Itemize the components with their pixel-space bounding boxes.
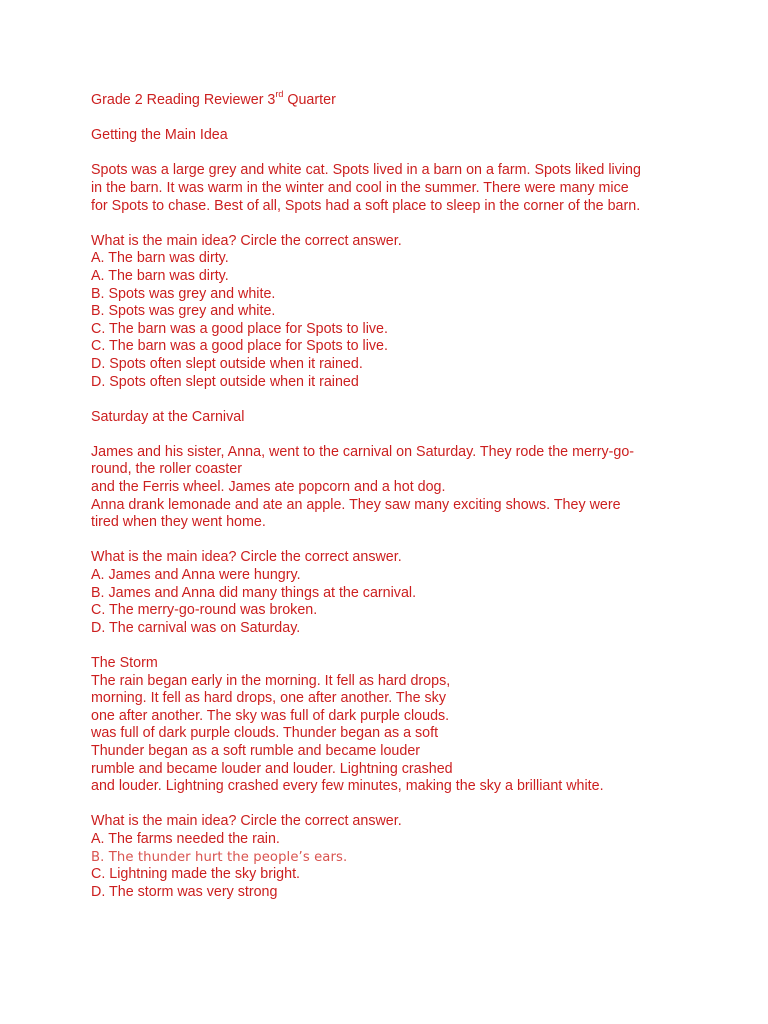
section3-paragraph-line: The rain began early in the morning. It fell as hard drops, bbox=[91, 672, 451, 689]
answer-option: D. Spots often slept outside when it rained. bbox=[91, 355, 363, 372]
title-suffix: Quarter bbox=[283, 92, 336, 108]
section2-paragraph-line: Anna drank lemonade and ate an apple. They saw many exciting shows. They were bbox=[91, 496, 621, 513]
answer-option: B. James and Anna did many things at the carnival. bbox=[91, 584, 417, 601]
section1-paragraph-line: Spots was a large grey and white cat. Spots lived in a barn on a farm. Spots liked living bbox=[91, 162, 641, 179]
answer-option: A. The barn was dirty. bbox=[91, 250, 229, 267]
section3-paragraph bbox=[91, 673, 731, 796]
section2-paragraph-line: round, the roller coaster bbox=[91, 461, 242, 478]
section3-paragraph-line: and louder. Lightning crashed every few minutes, making the sky a brilliant white. bbox=[91, 778, 604, 795]
section3-heading: The Storm bbox=[91, 655, 158, 671]
answer-option: C. Lightning made the sky bright. bbox=[91, 866, 301, 883]
answer-option: C. The barn was a good place for Spots to live. bbox=[91, 338, 388, 355]
document-page bbox=[91, 89, 731, 901]
answer-option: B. The thunder hurt the people’s ears. bbox=[91, 849, 348, 865]
answer-option: C. The merry-go-round was broken. bbox=[91, 602, 318, 619]
answer-option: A. James and Anna were hungry. bbox=[91, 567, 301, 584]
answer-option: B. Spots was grey and white. bbox=[91, 303, 276, 320]
answer-option: D. Spots often slept outside when it rained bbox=[91, 373, 359, 390]
section1-paragraph-line: in the barn. It was warm in the winter and cool in the summer. There were many mice bbox=[91, 179, 629, 196]
section3-paragraph-line: Thunder began as a soft rumble and became louder bbox=[91, 742, 421, 759]
section2-paragraph-line: James and his sister, Anna, went to the carnival on Saturday. They rode the merry-go- bbox=[91, 443, 635, 460]
answer-option: D. The storm was very strong bbox=[91, 883, 278, 900]
section1-paragraph bbox=[91, 162, 731, 215]
section3-paragraph-line: one after another. The sky was full of dark purple clouds. bbox=[91, 707, 450, 724]
answer-option: A. The farms needed the rain. bbox=[91, 830, 280, 847]
section2-paragraph-line: and the Ferris wheel. James ate popcorn and a hot dog. bbox=[91, 479, 446, 496]
title-superscript: rd bbox=[275, 89, 284, 100]
title-text: Grade 2 Reading Reviewer 3 bbox=[91, 92, 276, 108]
answer-option: B. Spots was grey and white. bbox=[91, 285, 276, 302]
section2-heading: Saturday at the Carnival bbox=[91, 408, 245, 425]
section1-paragraph-line: for Spots to chase. Best of all, Spots had a soft place to sleep in the corner of the barn. bbox=[91, 197, 641, 214]
section2-question: What is the main idea? Circle the correct answer. bbox=[91, 549, 402, 566]
answer-option: D. The carnival was on Saturday. bbox=[91, 619, 301, 636]
section1-question: What is the main idea? Circle the correct answer. bbox=[91, 232, 402, 249]
section1-options bbox=[91, 250, 731, 391]
section1-heading: Getting the Main Idea bbox=[91, 127, 228, 144]
section3-question: What is the main idea? Circle the correct answer. bbox=[91, 813, 402, 830]
section2-paragraph bbox=[91, 444, 731, 532]
answer-option: A. The barn was dirty. bbox=[91, 267, 229, 284]
section2-options bbox=[91, 567, 731, 637]
section3-paragraph-line: morning. It fell as hard drops, one after another. The sky bbox=[91, 690, 446, 707]
section3-paragraph-line: rumble and became louder and louder. Lightning crashed bbox=[91, 760, 453, 777]
section3-paragraph-line: was full of dark purple clouds. Thunder began as a soft bbox=[91, 725, 439, 742]
section3-options bbox=[91, 831, 731, 901]
section2-paragraph-line: tired when they went home. bbox=[91, 514, 266, 531]
document-title bbox=[91, 89, 731, 110]
answer-option: C. The barn was a good place for Spots to live. bbox=[91, 320, 388, 337]
